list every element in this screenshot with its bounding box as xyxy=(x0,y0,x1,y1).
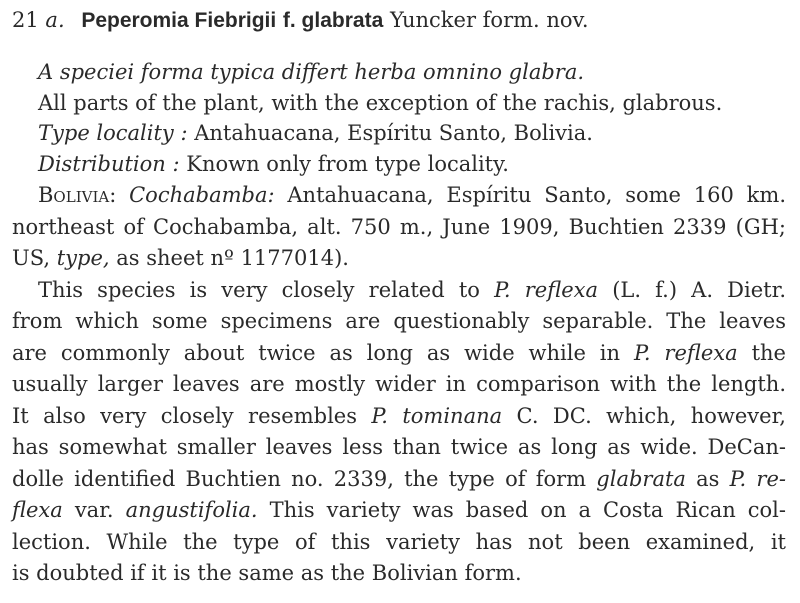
form-epithet: glabrata xyxy=(596,467,686,491)
specimen-line-3: US, type, as sheet nº 1177014). xyxy=(12,246,349,270)
discussion-line-1: This species is very closely related to P. reflexa (L. f.) A. Dietr. xyxy=(38,278,786,302)
taxon-name: P. re- xyxy=(729,467,786,491)
type-designation: type, xyxy=(56,246,110,270)
distribution xyxy=(38,150,509,178)
variety-name: angustifolia. xyxy=(125,498,258,522)
discussion-line-9: lection. While the type of this variety has not been examined, it xyxy=(12,530,786,554)
type-locality-label: Type locality : xyxy=(38,121,188,145)
description: All parts of the plant, with the exception of the rachis, glabrous. xyxy=(38,91,723,115)
taxon-name: P. reflexa xyxy=(494,278,599,302)
type-locality xyxy=(38,119,593,147)
entry-letter: a. xyxy=(45,8,65,32)
species-name: Peperomia Fiebrigii xyxy=(81,9,277,32)
form-name: f. glabrata xyxy=(282,9,384,32)
distribution-label: Distribution : xyxy=(38,152,180,176)
latin-diagnosis: A speciei forma typica differt herba omnino glabra. xyxy=(38,60,585,84)
specimen-line-1: Bolivia: Cochabamba: Antahuacana, Espíritu Santo, some 160 km. xyxy=(38,183,786,207)
discussion-line-2: from which some specimens are questionably separable. The leaves xyxy=(12,309,786,333)
author-citation: Yuncker form. nov. xyxy=(389,8,589,32)
species-heading xyxy=(12,6,589,35)
discussion-line-10: is doubted if it is the same as the Bolivian form. xyxy=(12,561,522,585)
discussion-line-5: It also very closely resembles P. tominana C. DC. which, however, xyxy=(12,404,786,428)
discussion-line-8: flexa var. angustifolia. This variety was based on a Costa Rican col- xyxy=(12,498,786,522)
type-locality-value: Antahuacana, Espíritu Santo, Bolivia. xyxy=(194,121,593,145)
taxon-name: P. reflexa xyxy=(633,341,738,365)
discussion-line-3: are commonly about twice as long as wide while in P. reflexa the xyxy=(12,341,786,365)
distribution-value: Known only from type locality. xyxy=(186,152,509,176)
discussion-line-7: dolle identified Buchtien no. 2339, the type of form glabrata as P. re- xyxy=(12,467,786,491)
specimen-line-2: northeast of Cochabamba, alt. 750 m., June 1909, Buchtien 2339 (GH; xyxy=(12,215,786,239)
entry-number: 21 xyxy=(12,8,39,32)
taxon-name: flexa xyxy=(12,498,63,522)
specimen-country: Bolivia: xyxy=(38,183,117,207)
discussion-line-6: has somewhat smaller leaves less than twice as long as wide. DeCan- xyxy=(12,435,786,459)
specimen-region: Cochabamba: xyxy=(129,183,275,207)
taxon-name: P. tominana xyxy=(371,404,503,428)
discussion-line-4: usually larger leaves are mostly wider in comparison with the length. xyxy=(12,372,786,396)
